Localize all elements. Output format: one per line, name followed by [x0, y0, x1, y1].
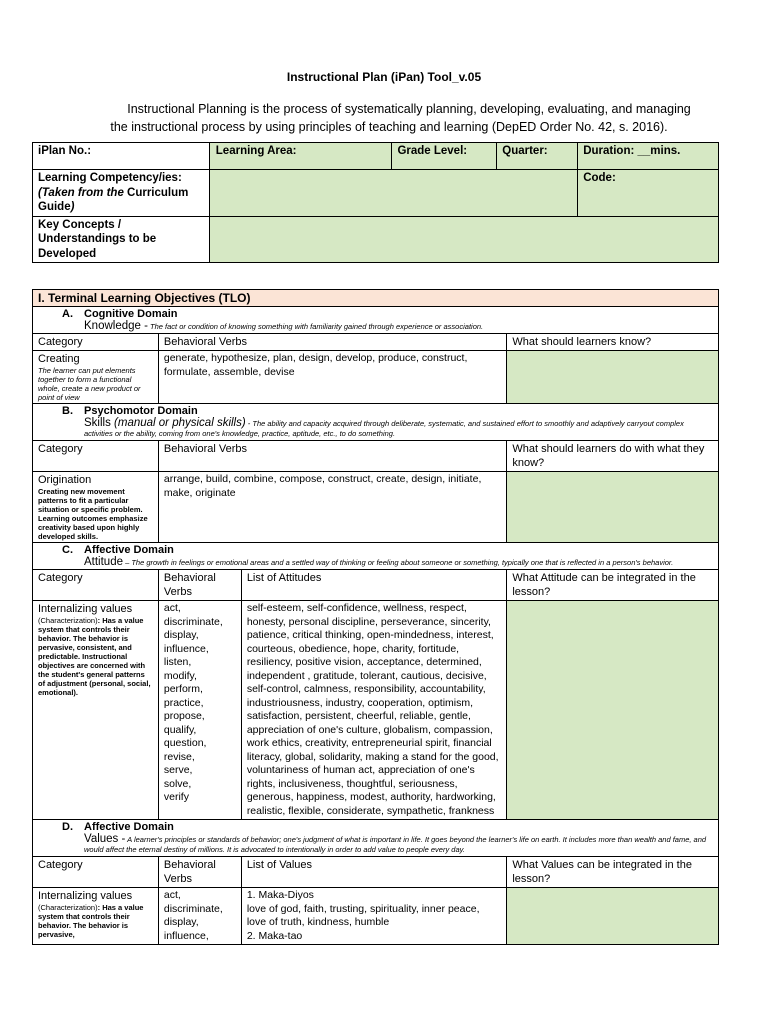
- values-verb: influence,: [163, 929, 209, 942]
- internalizing-values-title: Internalizing values: [38, 890, 133, 902]
- attitude-verb: revise,: [163, 750, 195, 763]
- intro-line-1: Instructional Planning is the process of systematically planning, developing, evaluating, and managing: [127, 102, 691, 116]
- origination-verbs: arrange, build, combine, compose, construct, create, design, initiate, make, originate: [158, 472, 507, 543]
- origination-desc: Creating new movement patterns to fit a particular situation or specific problem. Learning outcomes emphasize creativity based upon highly developed skills.: [38, 487, 148, 541]
- affective-values-header: D. Affective Domain Values - A learner's principles or standards of behavior; one's judgment of what is important in life. It goes beyond the learner's life on earth. It includes more than wealth and fame, and would affect the eternal destiny of millions. It is advocated to intentionally in order to add value to people every day.: [33, 820, 719, 857]
- iplan-no-cell[interactable]: [33, 143, 210, 170]
- attitude-verbs: [158, 601, 241, 820]
- intro-line-2: the instructional process by using principles of teaching and learning (DepED Order No. 42, s. 2016).: [110, 120, 668, 134]
- attitude-verb: listen,: [163, 656, 192, 668]
- skills-subtitle: (manual or physical skills): [110, 417, 246, 429]
- col-category: Category: [33, 441, 159, 472]
- col-question: What Values can be integrated in the lesson?: [507, 857, 719, 888]
- attitude-verb: perform,: [163, 683, 203, 695]
- tlo-heading: I. Terminal Learning Objectives (TLO): [33, 290, 719, 307]
- grade-level-label: Grade Level:: [397, 145, 468, 157]
- code-label: Code:: [583, 172, 616, 184]
- values-verb: display,: [163, 916, 199, 928]
- creating-desc: The learner can put elements together to form a functional whole, create a new product or point of view: [38, 366, 141, 402]
- grade-level-cell[interactable]: [392, 143, 497, 170]
- attitude-verb: solve,: [163, 777, 192, 790]
- learners-do-input[interactable]: [507, 472, 719, 543]
- values-verb: act,: [163, 889, 181, 901]
- internalizing-desc: (Characterization): Has a value system that controls their behavior. The behavior is pervasive, consistent, and predictable. Instructional objectives are concerned with the student's general patterns of adjustment (personal, social, emotional).: [38, 616, 151, 697]
- col-category: Category: [33, 334, 159, 351]
- cognitive-domain-title: Cognitive Domain: [84, 308, 178, 320]
- attitude-list: self-esteem, self-confidence, wellness, respect, honesty, personal discipline, perseverance, sincerity, patience, critical thinking, open-mindedness, interest, courteous, obedience, hope, charity, fortitude, resiliency, positive vision, acceptance, determined, independent , gratitude, tolerant, cautious, decisive, self-control, calmness, responsibility, accountability, industriousness, industry, cooperation, optimism, satisfaction, persistent, cheerful, reliable, gentle, appreciation of one's culture, globalism, compassion, work ethics, creativity, entrepreneurial spirit, financial literacy, global, solidarity, making a stand for the good, voluntariness of human act, appreciation of one's rights, inclusiveness, thoughtful, seriousness, generous, happiness, modest, authority, hardworking, realistic, flexible, considerate, sympathetic, frankness: [241, 601, 507, 820]
- tlo-table: [32, 289, 719, 945]
- attitude-verb: discriminate,: [163, 615, 223, 628]
- internalizing-title: Internalizing values: [38, 603, 133, 615]
- intro-paragraph: [30, 100, 748, 136]
- key-concepts-label: Key Concepts / Understandings to be Developed: [33, 216, 210, 263]
- learning-area-cell[interactable]: [209, 143, 392, 170]
- values-maka-tao-title: 2. Maka-tao: [246, 929, 303, 942]
- col-category: Category: [33, 857, 159, 888]
- creating-title: Creating: [38, 353, 80, 365]
- info-table: [32, 142, 719, 263]
- values-verbs: [158, 888, 241, 945]
- values-desc: A learner's principles or standards of behavior; one's judgment of what is important in life. It goes beyond the learner's life on earth. It includes more than wealth and fame, and would affect the eternal destiny of millions. It is advocated to intentionally in order to add value to people every day.: [84, 835, 707, 854]
- code-cell[interactable]: [578, 170, 719, 217]
- cognitive-domain-header: A. Cognitive Domain Knowledge - The fact or condition of knowing something with familiarity gained through experience or association.: [33, 307, 719, 334]
- attitude-verb: modify,: [163, 669, 197, 682]
- competency-input[interactable]: [209, 170, 577, 217]
- quarter-cell[interactable]: [497, 143, 578, 170]
- col-question: What should learners do with what they know?: [507, 441, 719, 472]
- knowledge-desc: The fact or condition of knowing something with familiarity gained through experience or association.: [147, 322, 484, 331]
- internalizing-values-desc: (Characterization): Has a value system that controls their behavior. The behavior is pervasive,: [38, 903, 144, 939]
- origination-category: [33, 472, 159, 543]
- iplan-no-label: iPlan No.:: [38, 145, 92, 157]
- creating-category: [33, 351, 159, 404]
- affective-attitude-title: Affective Domain: [84, 544, 174, 556]
- col-question: What Attitude can be integrated in the lesson?: [507, 570, 719, 601]
- competency-note: (Taken from the Curriculum Guide): [38, 186, 189, 213]
- creating-verbs: generate, hypothesize, plan, design, develop, produce, construct, formulate, assemble, devise: [158, 351, 507, 404]
- psychomotor-domain-header: B. Psychomotor Domain Skills (manual or physical skills) - The ability and capacity acquired through deliberate, systematic, and sustained effort to smoothly and adaptively carryout complex activities or the ability, coming from one's knowledge, practice, aptitude, etc., to do something.: [33, 404, 719, 441]
- affective-values-title: Affective Domain: [84, 821, 174, 833]
- skills-title: Skills: [84, 417, 111, 429]
- document-title: Instructional Plan (iPan) Tool_v.05: [286, 70, 482, 84]
- col-values: List of Values: [241, 857, 507, 888]
- values-integrate-input[interactable]: [507, 888, 719, 945]
- attitude-verb: act,: [163, 602, 181, 614]
- competency-label-cell: [33, 170, 210, 217]
- quarter-label: Quarter:: [502, 145, 548, 157]
- affective-attitude-header: C. Affective Domain Attitude – The growth in feelings or emotional areas and a settled way of thinking or feeling about someone or something, typically one that is reflected in a person's behavior.: [33, 543, 719, 570]
- attitude-verb: serve,: [163, 764, 193, 776]
- attitude-desc: – The growth in feelings or emotional areas and a settled way of thinking or feeling about someone or something, typically one that is reflected in a person's behavior.: [123, 558, 674, 567]
- attitude-integrate-input[interactable]: [507, 601, 719, 820]
- attitude-verb: propose,: [163, 710, 205, 722]
- internalizing-category: [33, 601, 159, 820]
- competency-label: Learning Competency/ies:: [38, 172, 182, 184]
- attitude-verb: verify: [163, 791, 189, 803]
- values-verb: discriminate,: [163, 902, 223, 915]
- col-verbs: Behavioral Verbs: [158, 334, 507, 351]
- key-concepts-input[interactable]: [209, 216, 718, 263]
- col-question: What should learners know?: [507, 334, 719, 351]
- col-verbs: Behavioral Verbs: [158, 441, 507, 472]
- col-category: Category: [33, 570, 159, 601]
- col-attitudes: List of Attitudes: [241, 570, 507, 601]
- values-list: [241, 888, 507, 945]
- values-title: Values -: [84, 833, 126, 845]
- skills-desc: - The ability and capacity acquired through deliberate, systematic, and sustained effort to smoothly and adaptively carryout complex activities or the ability, coming from one's knowledge, practice, aptitude, etc., to do something.: [84, 419, 684, 438]
- attitude-verb: influence,: [163, 642, 209, 655]
- knowledge-title: Knowledge -: [84, 320, 148, 332]
- duration-cell[interactable]: [578, 143, 719, 170]
- col-verbs: Behavioral Verbs: [158, 857, 241, 888]
- values-maka-diyos: love of god, faith, trusting, spirituality, inner peace, love of truth, kindness, humble: [246, 902, 480, 928]
- learning-area-label: Learning Area:: [215, 145, 297, 157]
- learners-know-input[interactable]: [507, 351, 719, 404]
- col-verbs: Behavioral Verbs: [158, 570, 241, 601]
- attitude-title: Attitude: [84, 556, 123, 568]
- psychomotor-domain-title: Psychomotor Domain: [84, 405, 198, 417]
- attitude-verb: display,: [163, 629, 199, 641]
- origination-title: Origination: [38, 474, 92, 486]
- internalizing-values-category: [33, 888, 159, 945]
- attitude-verb: practice,: [163, 696, 204, 709]
- duration-label: Duration: __mins.: [583, 145, 681, 157]
- attitude-verb: qualify,: [163, 723, 197, 736]
- attitude-verb: question,: [163, 737, 207, 749]
- values-maka-diyos-title: 1. Maka-Diyos: [246, 889, 314, 901]
